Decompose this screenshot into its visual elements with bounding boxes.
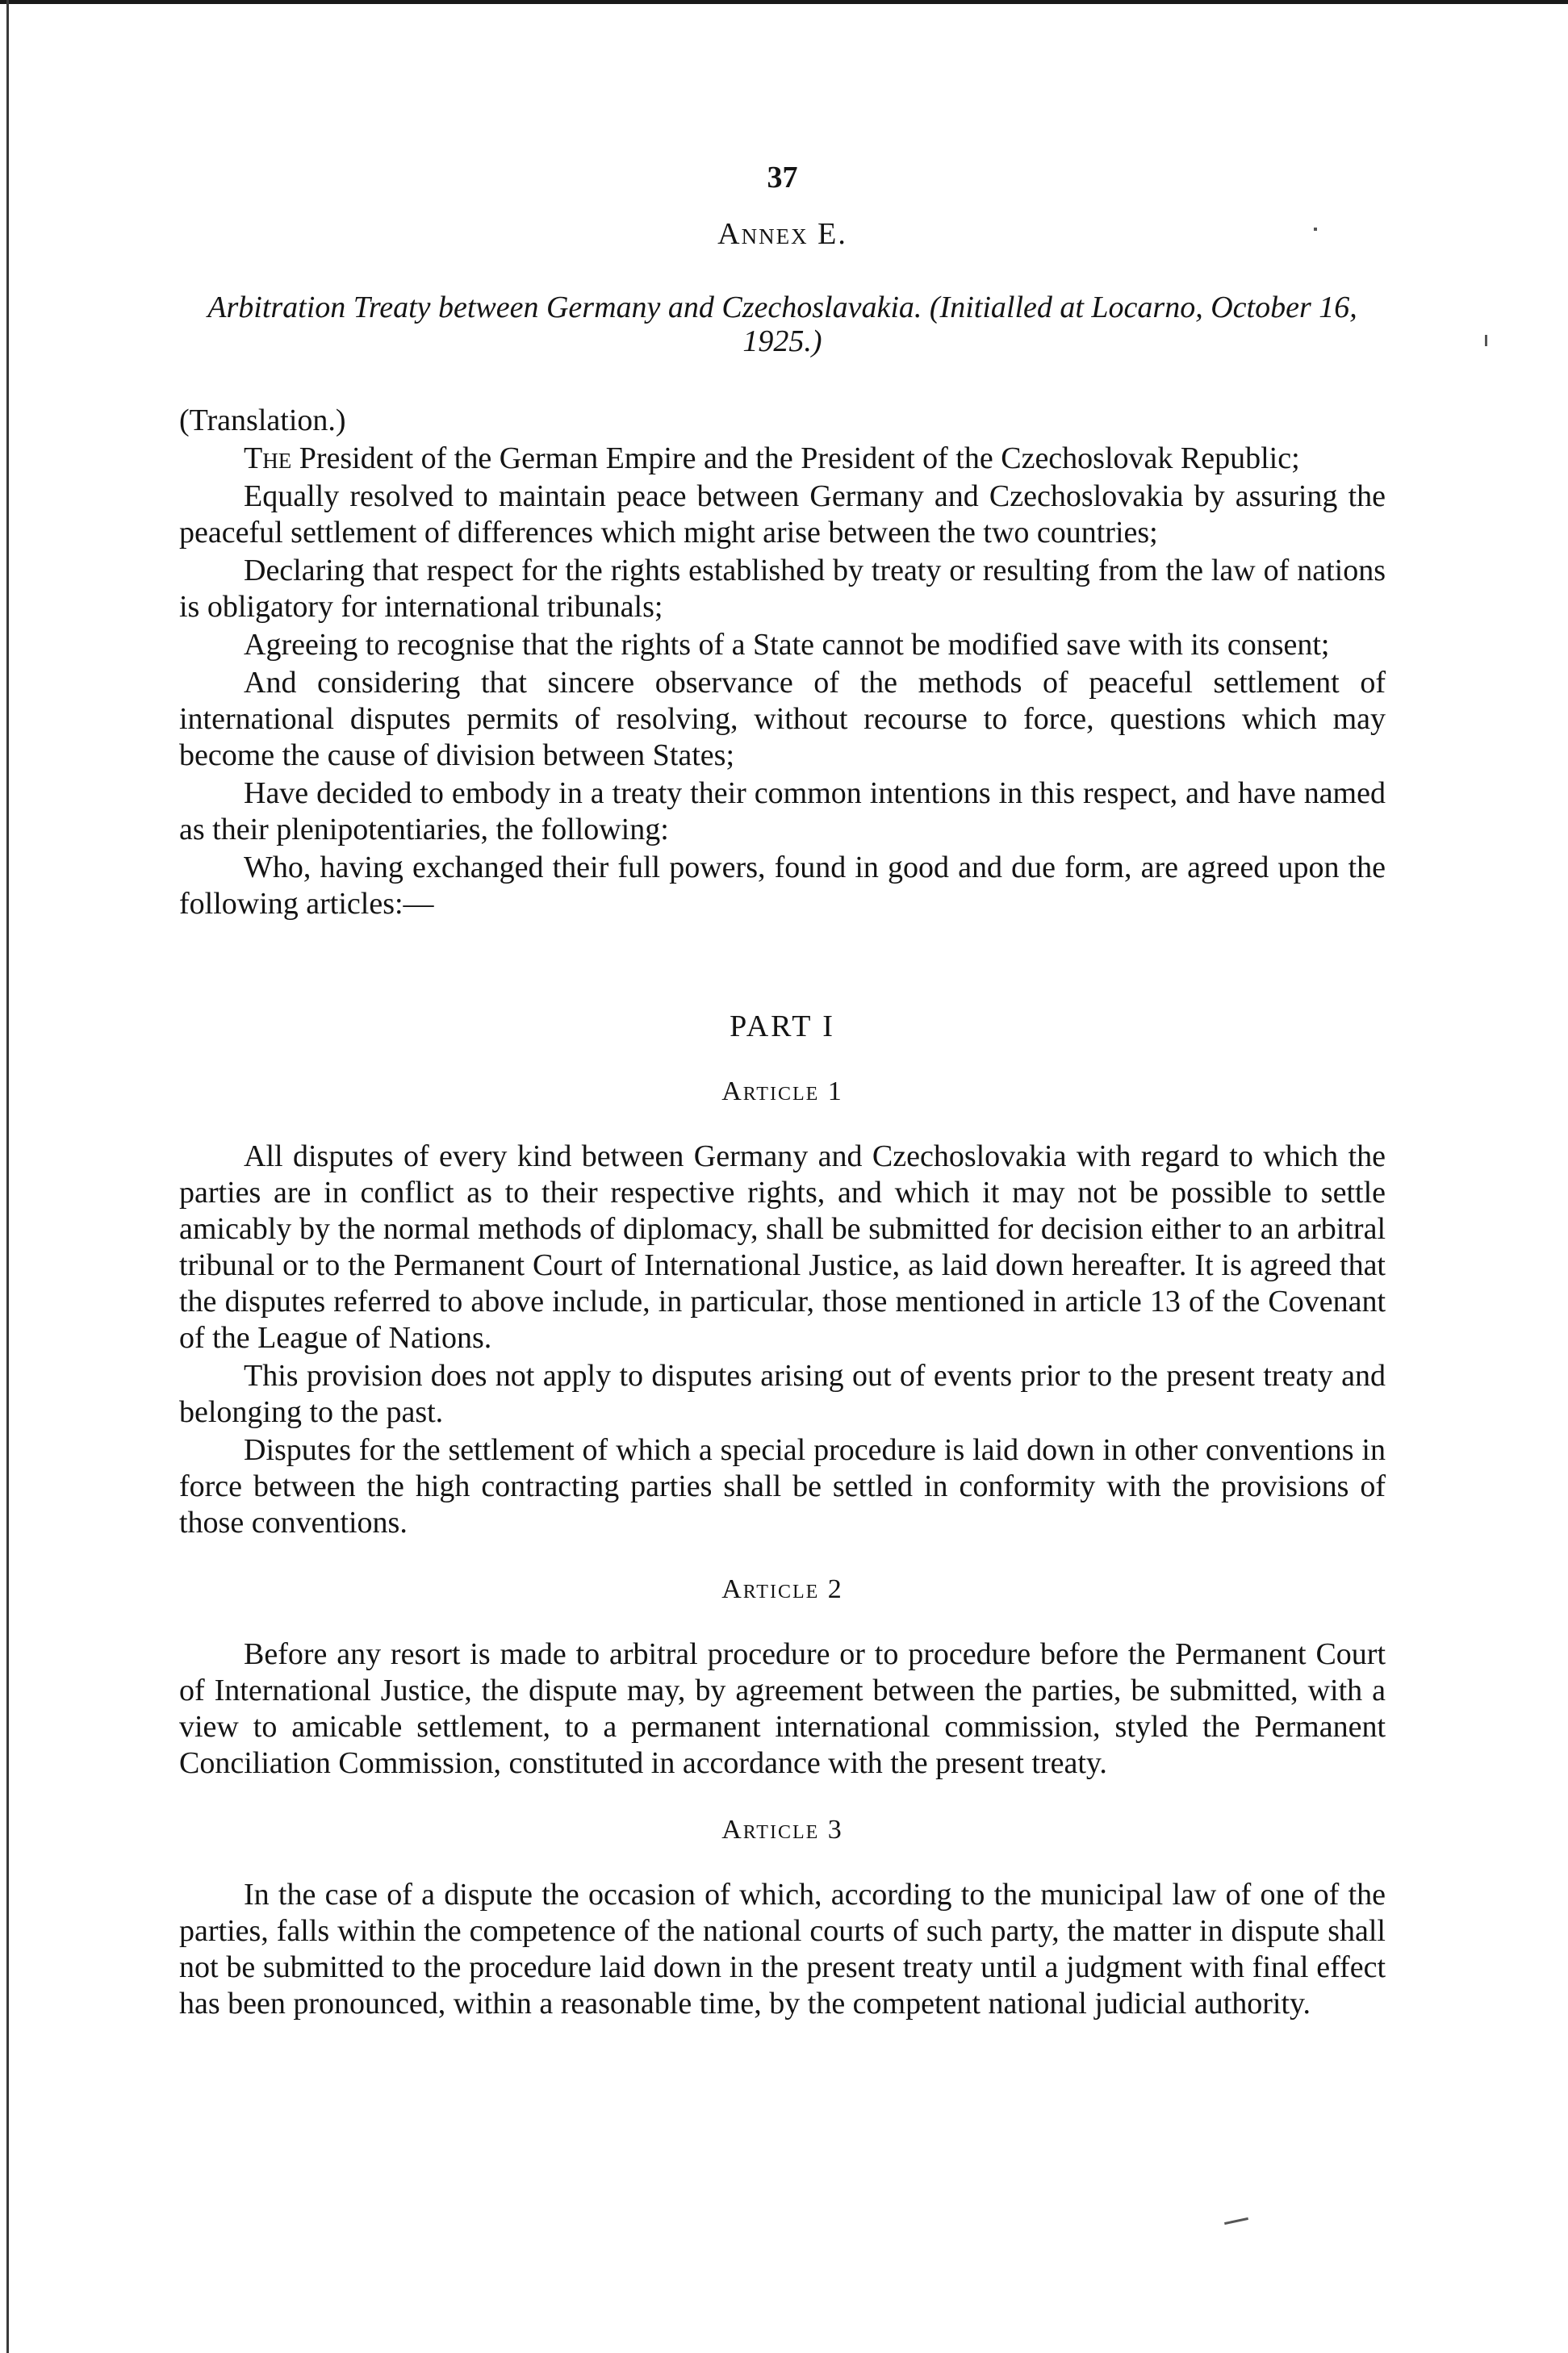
article-paragraph: Before any resort is made to arbitral procedure or to procedure before the Permanent Court of International Justice, the dispute may, by agreement between the parties, be submitted, with a view to amicable settlement, to a permanent international commission, styled the Permanent Conciliation Commission, constituted in accordance with the present treaty. — [179, 1637, 1386, 1780]
article-paragraph: This provision does not apply to disputes arising out of events prior to the present treaty and belonging to the past. — [179, 1359, 1386, 1429]
left-border-line — [6, 0, 9, 2353]
top-border-line — [0, 0, 1568, 4]
preamble-opening — [179, 441, 1386, 477]
translation-note: (Translation.) — [179, 403, 346, 437]
scan-mark — [1485, 335, 1487, 346]
annex-title: Annex E. — [717, 217, 847, 251]
preamble-paragraph: And considering that sincere observance of the methods of peaceful settlement of international disputes permits of resolving, without recourse to force, questions which may become the cause of division between States; — [179, 666, 1386, 772]
article-2 — [179, 1574, 1386, 1782]
article-3 — [179, 1814, 1386, 2022]
article-heading: Article 3 — [721, 1815, 843, 1845]
preamble-paragraph: Agreeing to recognise that the rights of a State cannot be modified save with its consent; — [244, 628, 1330, 662]
article-paragraph: In the case of a dispute the occasion of which, according to the municipal law of one of the parties, falls within the competence of the national courts of such party, the matter in dispute shall not be submitted to the procedure laid down in the present treaty until a judgment with final effect has been pronounced, within a reasonable time, by the competent national judicial authority. — [179, 1878, 1386, 2021]
scan-mark — [1224, 2217, 1248, 2225]
preamble-paragraph: Who, having exchanged their full powers, found in good and due form, are agreed upon the following articles:— — [179, 851, 1386, 921]
part-heading: PART I — [730, 1009, 835, 1043]
preamble-opening-rest: President of the German Empire and the President of the Czechoslovak Republic; — [291, 441, 1300, 475]
page-number: 37 — [767, 161, 798, 194]
article-heading: Article 2 — [721, 1574, 843, 1604]
article-paragraph: Disputes for the settlement of which a special procedure is laid down in other conventions in force between the high contracting parties shall be settled in conformity with the provisions of those conventions. — [179, 1433, 1386, 1540]
preamble-paragraph: Declaring that respect for the rights established by treaty or resulting from the law of nations is obligatory for international tribunals; — [179, 554, 1386, 624]
document-page — [179, 161, 1386, 2024]
article-1 — [179, 1076, 1386, 1541]
preamble-paragraph: Have decided to embody in a treaty their common intentions in this respect, and have named as their plenipotentiaries, the following: — [179, 776, 1386, 846]
article-heading: Article 1 — [721, 1076, 843, 1106]
scan-mark — [1314, 228, 1317, 231]
preamble-opening-first-word: The — [244, 441, 292, 475]
document-subtitle: Arbitration Treaty between Germany and Czechoslavakia. (Initialled at Locarno, October 16, 1925.) — [207, 290, 1357, 358]
article-paragraph: All disputes of every kind between Germany and Czechoslovakia with regard to which the parties are in conflict as to their respective rights, and which it may not be possible to settle amicably by the normal methods of diplomacy, shall be submitted for decision either to an arbitral tribunal or to the Permanent Court of International Justice, as laid down hereafter. It is agreed that the disputes referred to above include, in particular, those mentioned in article 13 of the Covenant of the League of Nations. — [179, 1139, 1386, 1355]
preamble-paragraph: Equally resolved to maintain peace between Germany and Czechoslovakia by assuring the peaceful settlement of differences which might arise between the two countries; — [179, 479, 1386, 550]
